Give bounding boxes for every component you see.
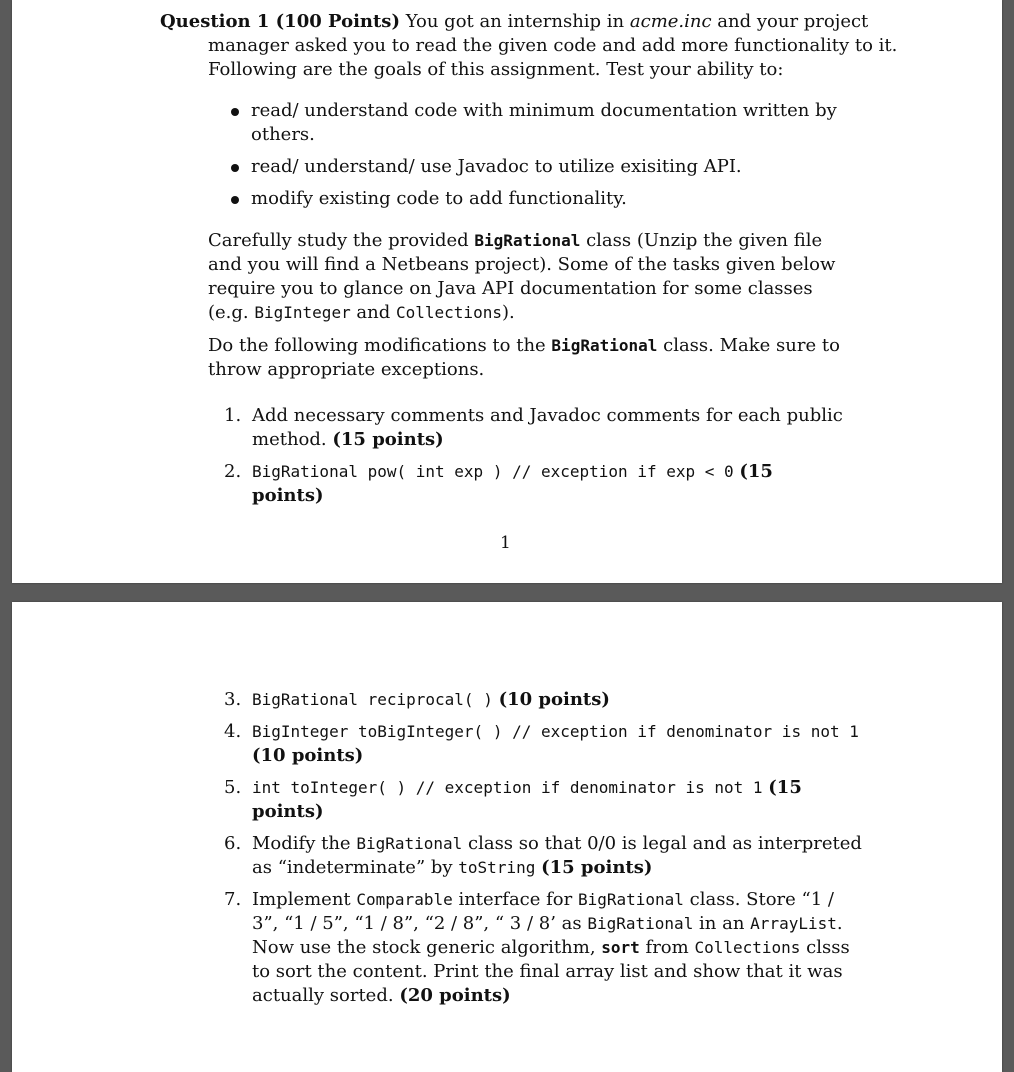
question-intro-end: and your project manager asked you to read the given code and add more functionality to it. Following are the goals of this assignment. Test your ability to: [208,11,898,80]
task-points: (20 points) [399,985,511,1006]
task-points: (10 points) [252,745,364,766]
task-points: points) [252,801,324,822]
task-item-3: 3. BigRational reciprocal( ) (10 points) [224,689,610,710]
task-item-5: 5. int toInteger( ) // exception if denominator is not 1 (15 points) [224,777,802,822]
bullet-icon [231,196,239,204]
instructions-paragraph: Carefully study the provided BigRational class (Unzip the given file and you will find a Netbeans project). Some of the tasks given below require you to glance on Java API documentation for some classes (e.g. BigInteger and Collections). [208,230,836,323]
document-page-1 [12,0,1002,583]
task-code: BigInteger toBigInteger( ) // exception if denominator is not 1 [252,722,859,741]
task-item-4: 4. BigInteger toBigInteger( ) // exception if denominator is not 1 (10 points) [224,721,859,766]
task-points: (15 [739,461,773,482]
code-bigrational: BigRational [551,336,658,355]
task-code: BigRational reciprocal( ) [252,690,493,709]
bullet-icon [231,164,239,172]
task-points: (15 points) [541,857,653,878]
goals-list [229,99,849,219]
task-item-2: 2. BigRational pow( int exp ) // exception if exp < 0 (15 points) [224,461,773,506]
modifications-paragraph: Do the following modifications to the BigRational class. Make sure to throw appropriate exceptions. [208,335,840,380]
task-points: points) [252,485,324,506]
document-page-2 [12,602,1002,1072]
task-code: BigRational pow( int exp ) // exception if exp < 0 [252,462,734,481]
task-item-7: 7. Implement Comparable interface for BigRational class. Store “1 / 3”, “1 / 5”, “1 / 8”, “2 / 8”, “ 3 / 8’ as BigRational in an ArrayList. Now use the stock generic algorithm, sort from Collections clsss to sort the content. Print the final array list and show that it was actually sorted. (20 points) [224,889,850,1006]
task-item-6: 6. Modify the BigRational class so that 0/0 is legal and as interpreted as “indeterminate” by toString (15 points) [224,833,862,878]
task-code: int toInteger( ) // exception if denominator is not 1 [252,778,763,797]
code-bigrational: BigRational [474,231,581,250]
question-header [160,10,908,82]
task-item-1: 1. Add necessary comments and Javadoc comments for each public method. (15 points) [224,405,843,450]
question-intro-start: You got an internship in [405,11,630,32]
task-points: (15 [768,777,802,798]
list-item: read/ understand/ use Javadoc to utilize exisiting API. [229,155,849,179]
page-number: 1 [500,533,511,553]
bullet-icon [231,108,239,116]
task-points: (15 points) [332,429,444,450]
task-points: (10 points) [498,689,610,710]
code-collections: Collections [396,303,502,322]
list-item: modify existing code to add functionality. [229,187,849,211]
company-name: acme.inc [629,11,712,32]
task-list-continued [224,688,864,1016]
list-item: read/ understand code with minimum documentation written by others. [229,99,849,147]
code-biginteger: BigInteger [254,303,351,322]
question-title: Question 1 (100 Points) [160,11,400,32]
task-list [224,404,864,516]
